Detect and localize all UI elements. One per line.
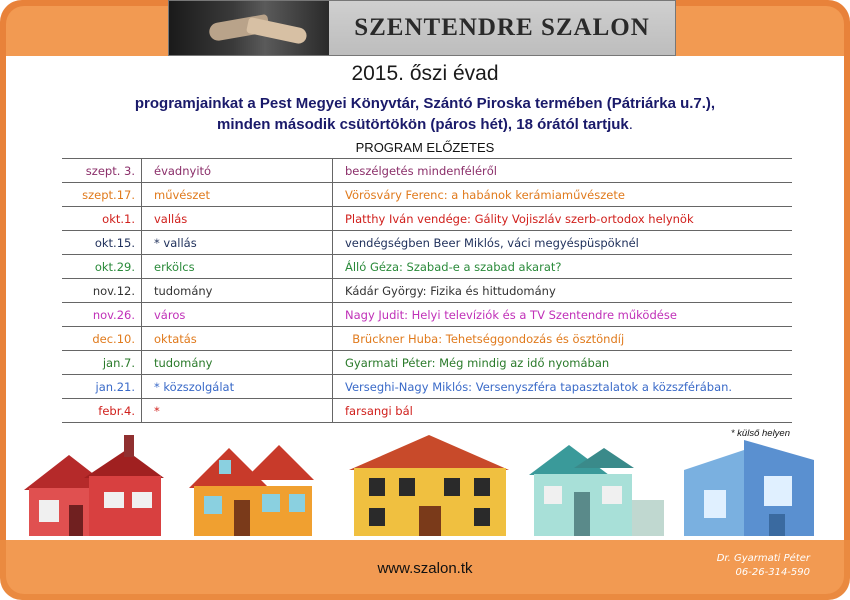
contact-name: Dr. Gyarmati Péter xyxy=(716,553,810,564)
intro-line-1: programjainkat a Pest Megyei Könyvtár, Szántó Piroska termében (Pátriárka u.7.), xyxy=(134,95,716,112)
schedule-date: nov.26. xyxy=(62,303,142,327)
schedule-description: Vörösváry Ferenc: a habánok kerámiaművészete xyxy=(333,183,793,207)
schedule-row xyxy=(62,279,792,303)
schedule-description: Platthy Iván vendége: Gálity Vojiszláv szerb-ortodox helynök xyxy=(333,207,793,231)
schedule-date: dec.10. xyxy=(62,327,142,351)
schedule-topic: * közszolgálat xyxy=(142,375,333,399)
schedule-date: szept. 3. xyxy=(62,159,142,183)
house-blue-icon xyxy=(684,440,814,536)
house-red-icon xyxy=(24,435,164,536)
intro-line-2-text: minden második csütörtökön (páros hét), 18 órától tartjuk xyxy=(217,116,629,133)
schedule-date: okt.15. xyxy=(62,231,142,255)
schedule-date: okt.29. xyxy=(62,255,142,279)
intro-line-2 xyxy=(0,114,850,135)
houses-illustration xyxy=(14,430,836,542)
schedule-table xyxy=(62,158,792,423)
schedule-description: Nagy Judit: Helyi televíziók és a TV Szentendre működése xyxy=(333,303,793,327)
header-banner xyxy=(168,0,676,56)
schedule-topic: város xyxy=(142,303,333,327)
website-link[interactable]: www.szalon.tk xyxy=(377,560,473,577)
schedule-date: okt.1. xyxy=(62,207,142,231)
schedule-topic: oktatás xyxy=(142,327,333,351)
banner-title: SZENTENDRE SZALON xyxy=(354,14,650,41)
schedule-row xyxy=(62,375,792,399)
handshake-image xyxy=(169,1,329,55)
schedule-row xyxy=(62,303,792,327)
schedule-row xyxy=(62,207,792,231)
house-teal-icon xyxy=(529,445,664,536)
schedule-date: jan.7. xyxy=(62,351,142,375)
schedule-topic: vallás xyxy=(142,207,333,231)
schedule-row xyxy=(62,327,792,351)
schedule-row xyxy=(62,399,792,423)
schedule-topic: tudomány xyxy=(142,279,333,303)
schedule-description: Brückner Huba: Tehetséggondozás és ösztöndíj xyxy=(333,327,793,351)
program-title: PROGRAM ELŐZETES xyxy=(355,140,495,155)
schedule-description: beszélgetés mindenféléről xyxy=(333,159,793,183)
schedule-date: nov.12. xyxy=(62,279,142,303)
schedule-description: vendégségben Beer Miklós, váci megyéspüspöknél xyxy=(333,231,793,255)
schedule-topic: művészet xyxy=(142,183,333,207)
intro-line-2-end: . xyxy=(628,116,633,133)
schedule-row xyxy=(62,159,792,183)
house-yellow-icon xyxy=(349,435,509,536)
schedule-topic: * vallás xyxy=(142,231,333,255)
schedule-description: Álló Géza: Szabad-e a szabad akarat? xyxy=(333,255,793,279)
schedule-row xyxy=(62,183,792,207)
schedule-date: szept.17. xyxy=(62,183,142,207)
schedule-description: Verseghi-Nagy Miklós: Versenyszféra tapasztalatok a közszférában. xyxy=(333,375,793,399)
footnote: * külső helyen xyxy=(730,428,790,439)
schedule-date: febr.4. xyxy=(62,399,142,423)
schedule-date: jan.21. xyxy=(62,375,142,399)
schedule-topic: * xyxy=(142,399,333,423)
schedule-row xyxy=(62,351,792,375)
schedule-topic: tudomány xyxy=(142,351,333,375)
schedule-row xyxy=(62,255,792,279)
schedule-topic: erkölcs xyxy=(142,255,333,279)
house-orange-icon xyxy=(189,445,314,536)
contact-info xyxy=(717,552,810,580)
schedule-row xyxy=(62,231,792,255)
intro-text xyxy=(0,93,850,135)
season-title: 2015. őszi évad xyxy=(351,62,499,85)
schedule-description: Gyarmati Péter: Még mindig az idő nyomában xyxy=(333,351,793,375)
contact-phone: 06-26-314-590 xyxy=(735,567,810,578)
schedule-description: Kádár György: Fizika és hittudomány xyxy=(333,279,793,303)
schedule-topic: évadnyitó xyxy=(142,159,333,183)
schedule-description: farsangi bál xyxy=(333,399,793,423)
